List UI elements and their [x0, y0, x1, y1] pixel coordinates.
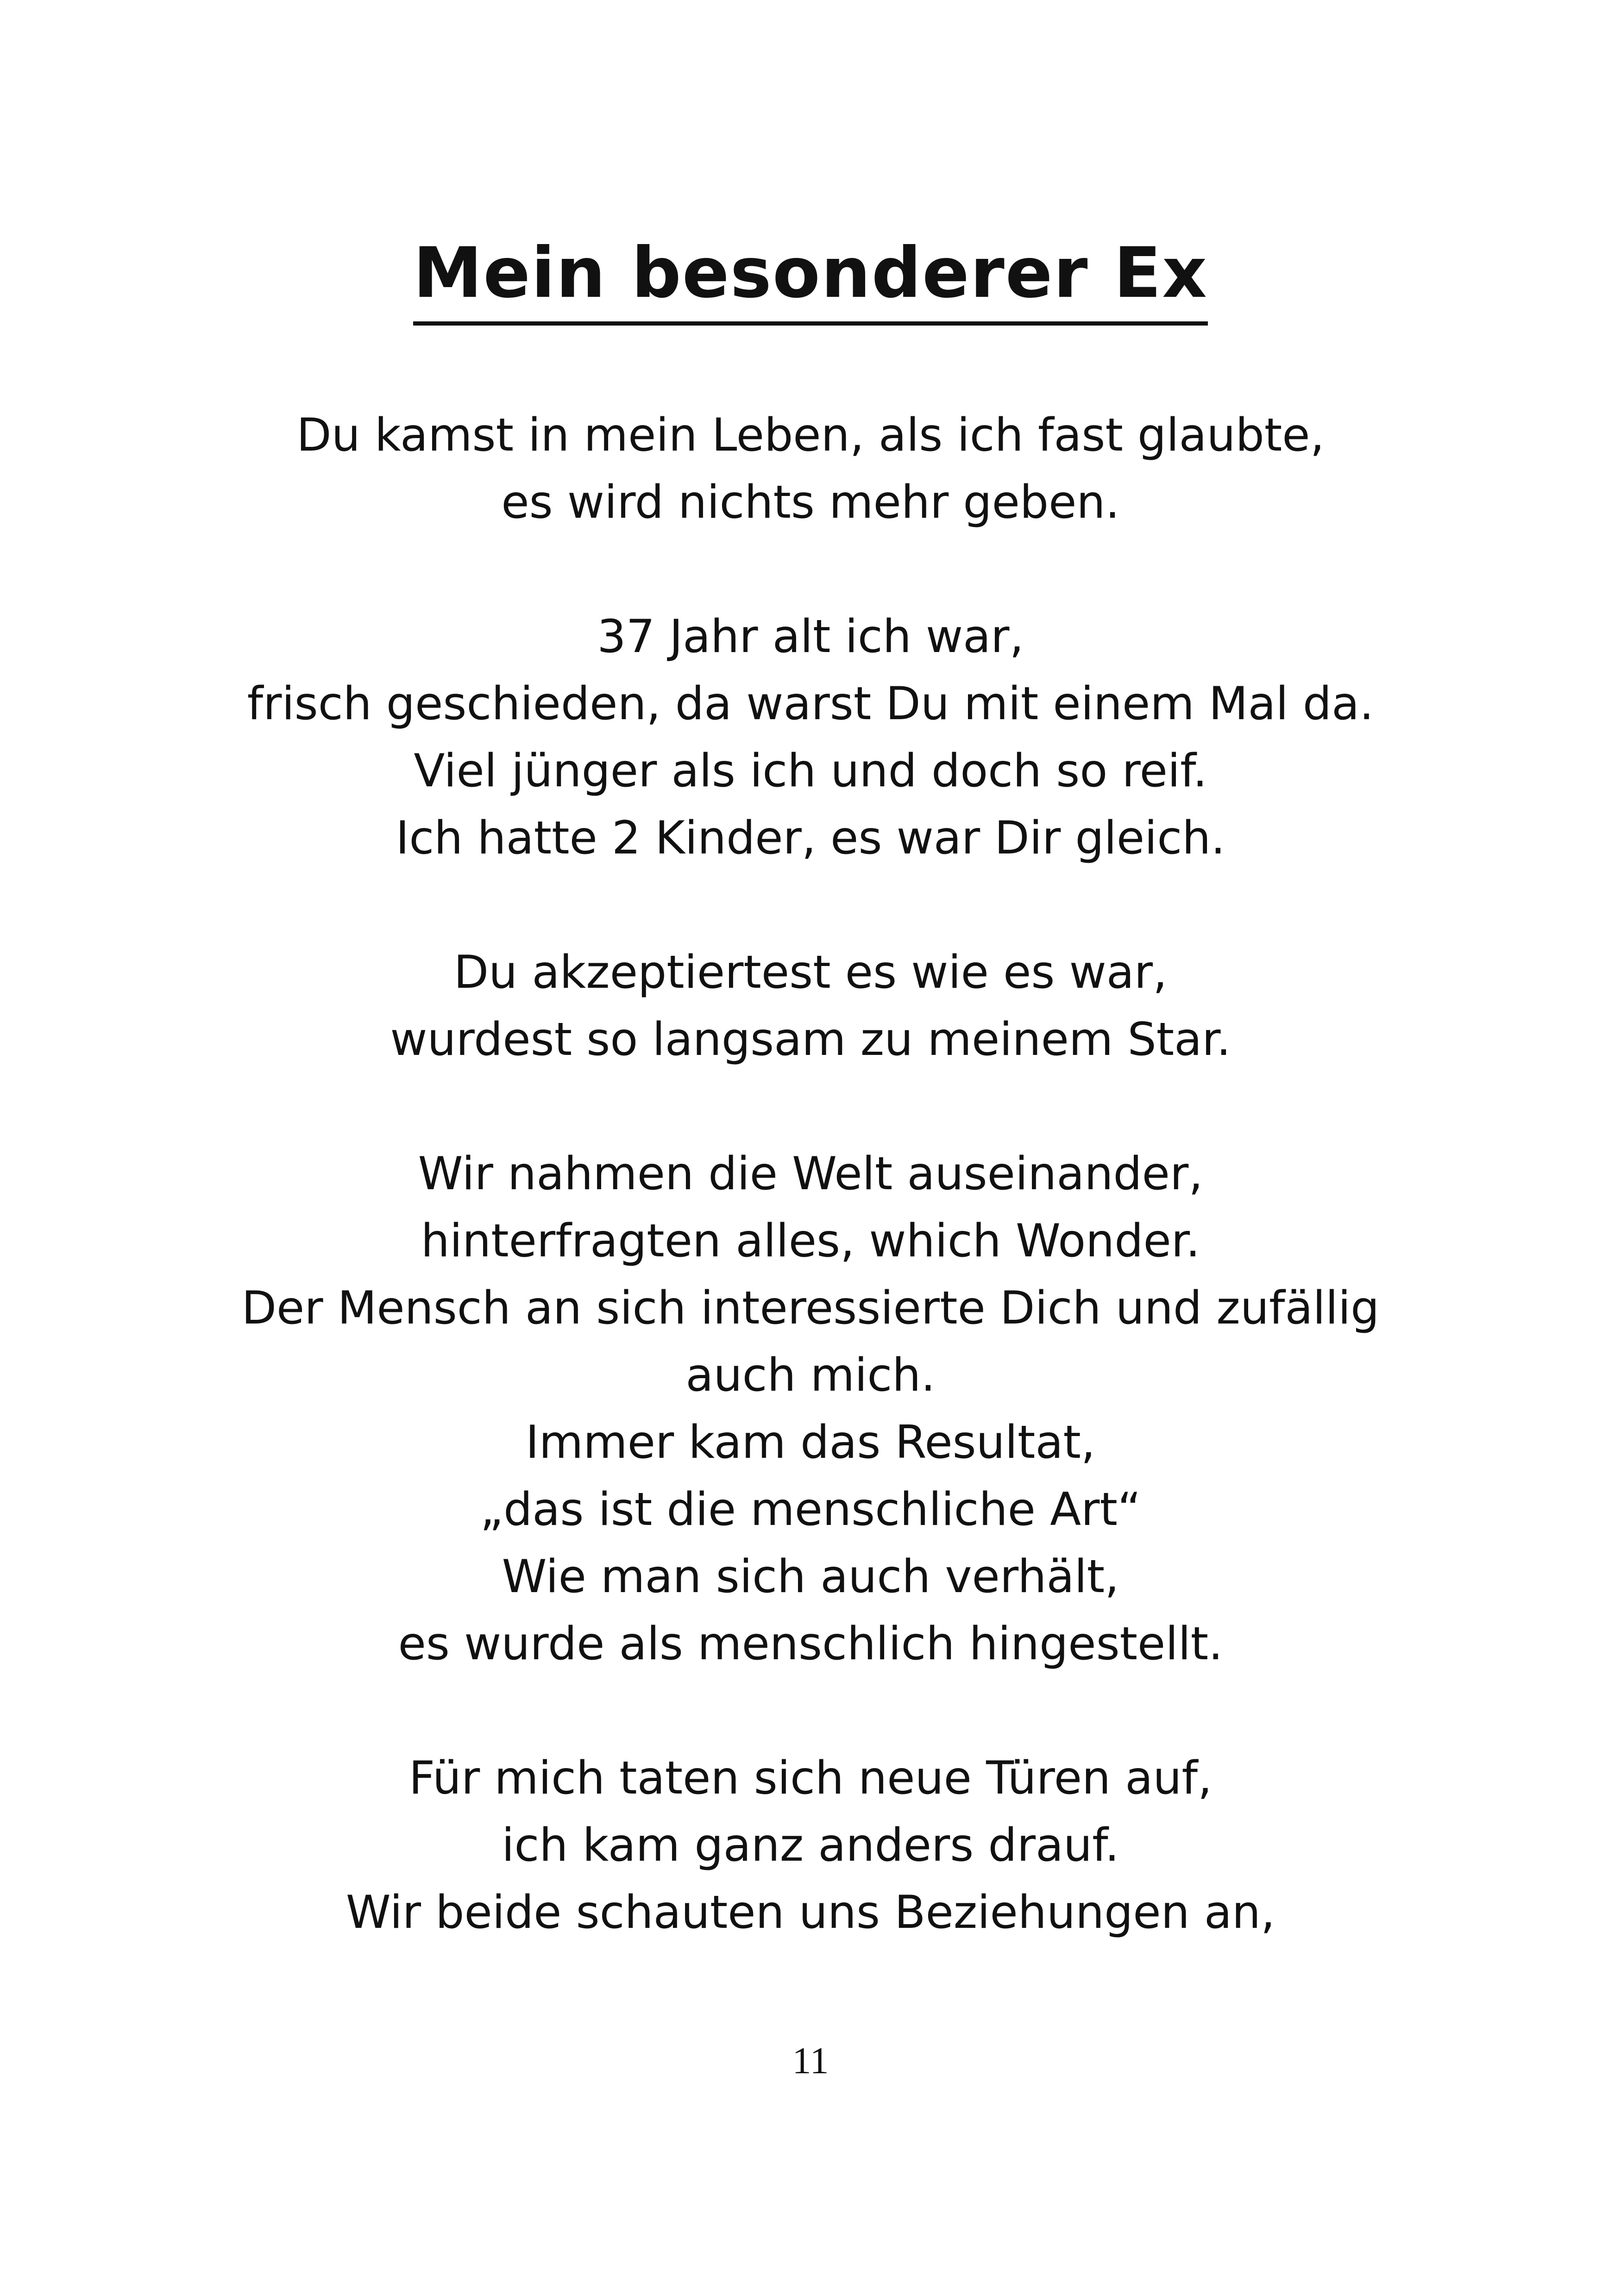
poem-line: ich kam ganz anders drauf. [502, 1819, 1119, 1872]
poem-line: „das ist die menschliche Art“ [480, 1483, 1141, 1536]
poem-line: Der Mensch an sich interessierte Dich und zufällig [241, 1282, 1380, 1335]
poem-title-text: Mein besonderer Ex [413, 227, 1208, 326]
poem-line: Du kamst in mein Leben, als ich fast glaubte, [296, 409, 1325, 462]
poem-title [0, 227, 1621, 326]
poem-line: auch mich. [685, 1349, 936, 1402]
poem-line: Wir beide schauten uns Beziehungen an, [346, 1886, 1275, 1939]
poem-line: es wurde als menschlich hingestellt. [398, 1618, 1223, 1670]
poem-line: 37 Jahr alt ich war, [597, 610, 1024, 663]
poem-line: Immer kam das Resultat, [525, 1416, 1096, 1469]
poem-line: Viel jünger als ich und doch so reif. [414, 745, 1207, 797]
page-number: 11 [792, 2039, 829, 2082]
poem-line: Ich hatte 2 Kinder, es war Dir gleich. [396, 812, 1225, 865]
poem-line: hinterfragten alles, which Wonder. [421, 1215, 1200, 1267]
poem-line: frisch geschieden, da warst Du mit einem Mal da. [247, 678, 1374, 730]
poem-line: es wird nichts mehr geben. [501, 476, 1120, 529]
poem-line: wurdest so langsam zu meinem Star. [390, 1013, 1231, 1066]
poem-line: Für mich taten sich neue Türen auf, [408, 1752, 1213, 1805]
poem-line: Wie man sich auch verhält, [502, 1550, 1119, 1603]
poem-line: Du akzeptiertest es wie es war, [453, 946, 1168, 999]
poem-line: Wir nahmen die Welt auseinander, [418, 1148, 1203, 1200]
